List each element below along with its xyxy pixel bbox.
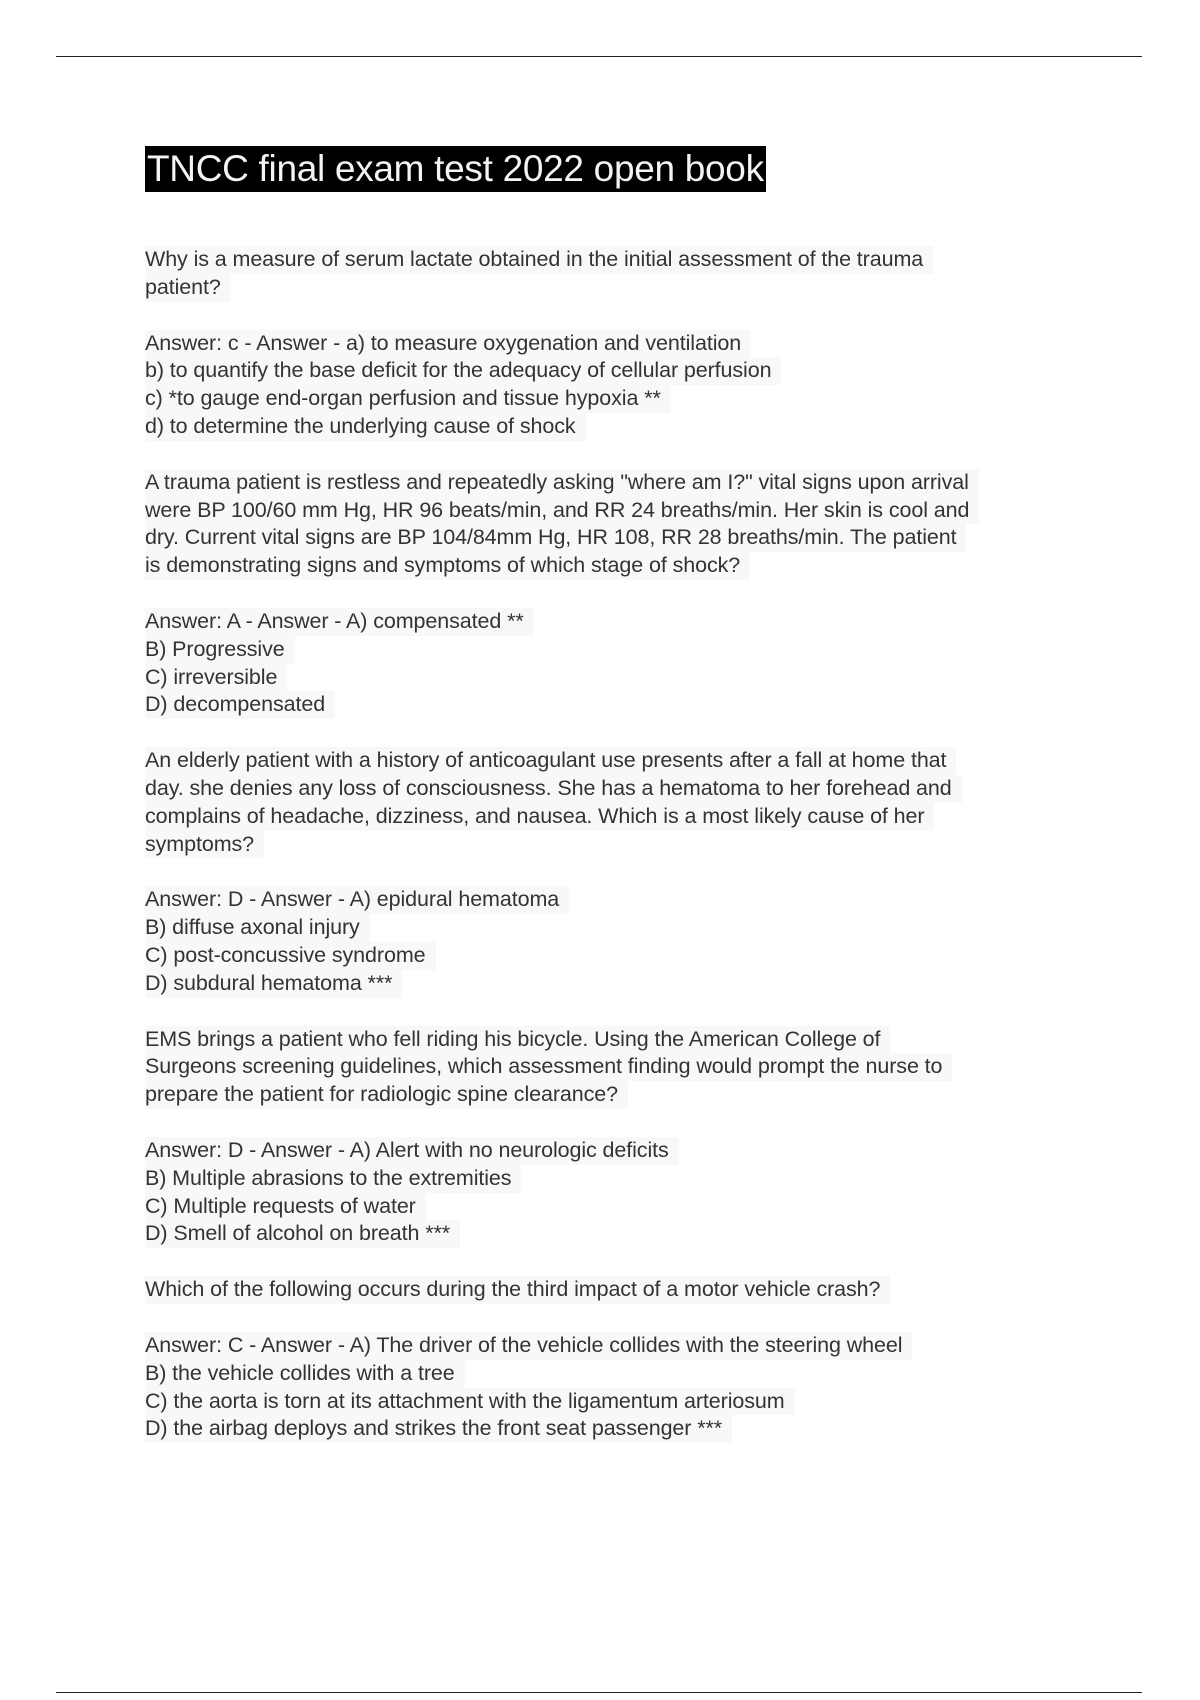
answer-option: B) diffuse axonal injury (145, 914, 370, 942)
question-line: complains of headache, dizziness, and nausea. Which is a most likely cause of her (145, 803, 934, 831)
answer-option: B) the vehicle collides with a tree (145, 1360, 465, 1388)
answer-option: B) Multiple abrasions to the extremities (145, 1165, 521, 1193)
qa-list (145, 246, 1095, 1443)
answer-option: C) Multiple requests of water (145, 1193, 426, 1221)
question-line: patient? (145, 274, 231, 302)
question-line: day. she denies any loss of consciousness. She has a hematoma to her forehead and (145, 775, 962, 803)
answer-option: D) Smell of alcohol on breath *** (145, 1220, 460, 1248)
question-line: Surgeons screening guidelines, which assessment finding would prompt the nurse to (145, 1053, 952, 1081)
answer-option: B) Progressive (145, 636, 295, 664)
answer-2 (145, 608, 1095, 719)
answer-option: C) post-concussive syndrome (145, 942, 436, 970)
question-line: Why is a measure of serum lactate obtained in the initial assessment of the trauma (145, 246, 933, 274)
answer-option: b) to quantify the base deficit for the adequacy of cellular perfusion (145, 357, 781, 385)
question-2 (145, 469, 1095, 580)
answer-3 (145, 886, 1095, 997)
document-title: TNCC final exam test 2022 open book (145, 146, 766, 192)
answer-option: c) *to gauge end-organ perfusion and tissue hypoxia ** (145, 385, 671, 413)
question-line: EMS brings a patient who fell riding his bicycle. Using the American College of (145, 1026, 890, 1054)
answer-4 (145, 1137, 1095, 1248)
question-line: An elderly patient with a history of anticoagulant use presents after a fall at home that (145, 747, 956, 775)
answer-1 (145, 330, 1095, 441)
question-3 (145, 747, 1095, 858)
question-line: dry. Current vital signs are BP 104/84mm Hg, HR 108, RR 28 breaths/min. The patient (145, 524, 966, 552)
question-line: A trauma patient is restless and repeatedly asking "where am I?" vital signs upon arrival (145, 469, 979, 497)
page-content (145, 146, 1095, 1471)
question-line: were BP 100/60 mm Hg, HR 96 beats/min, and RR 24 breaths/min. Her skin is cool and (145, 497, 979, 525)
top-rule (56, 56, 1142, 57)
answer-option: d) to determine the underlying cause of shock (145, 413, 586, 441)
answer-option: C) irreversible (145, 664, 287, 692)
question-line: prepare the patient for radiologic spine clearance? (145, 1081, 628, 1109)
question-line: is demonstrating signs and symptoms of which stage of shock? (145, 552, 750, 580)
bottom-rule (56, 1692, 1142, 1693)
question-1 (145, 246, 1095, 302)
answer-line: Answer: C - Answer - A) The driver of the vehicle collides with the steering wheel (145, 1332, 912, 1360)
answer-line: Answer: c - Answer - a) to measure oxygenation and ventilation (145, 330, 751, 358)
answer-option: D) the airbag deploys and strikes the front seat passenger *** (145, 1415, 732, 1443)
question-line: symptoms? (145, 831, 264, 859)
answer-line: Answer: D - Answer - A) Alert with no neurologic deficits (145, 1137, 679, 1165)
answer-line: Answer: D - Answer - A) epidural hematoma (145, 886, 569, 914)
question-line: Which of the following occurs during the third impact of a motor vehicle crash? (145, 1276, 890, 1304)
answer-option: D) decompensated (145, 691, 335, 719)
answer-5 (145, 1332, 1095, 1443)
answer-option: D) subdural hematoma *** (145, 970, 402, 998)
question-4 (145, 1026, 1095, 1109)
question-5 (145, 1276, 1095, 1304)
answer-option: C) the aorta is torn at its attachment with the ligamentum arteriosum (145, 1388, 795, 1416)
answer-line: Answer: A - Answer - A) compensated ** (145, 608, 534, 636)
